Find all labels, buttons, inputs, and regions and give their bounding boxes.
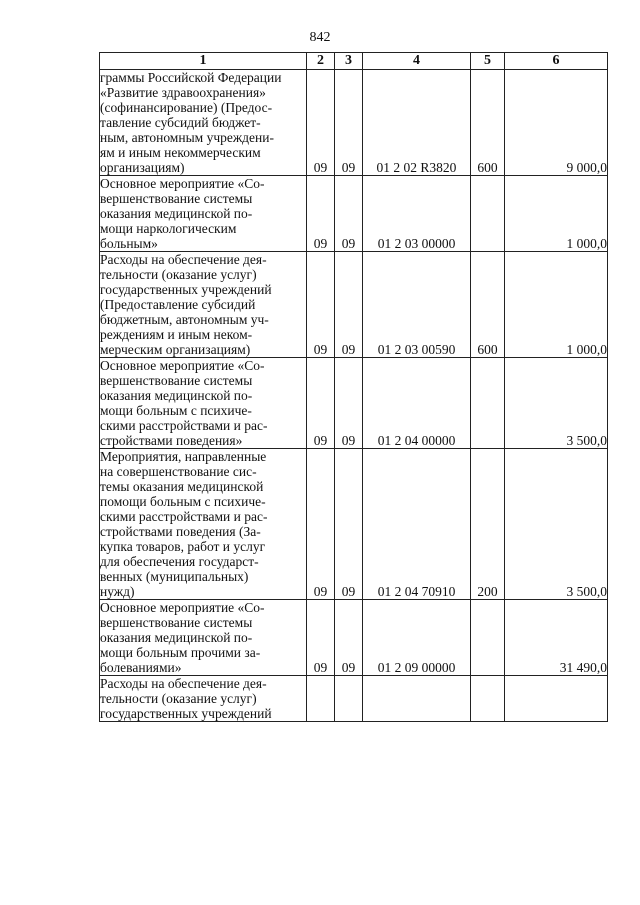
row-description	[100, 358, 307, 449]
header-col-1: 1	[100, 53, 307, 70]
target-article-code: 01 2 03 00000	[363, 176, 471, 252]
subsection-code: 09	[335, 252, 363, 358]
description-line: (Предоставление субсидий	[100, 297, 256, 312]
amount: 31 490,0	[505, 600, 608, 676]
expense-type-code	[471, 358, 505, 449]
row-description	[100, 449, 307, 600]
header-col-4: 4	[363, 53, 471, 70]
table-row	[100, 600, 608, 676]
section-code: 09	[307, 449, 335, 600]
table-row	[100, 676, 608, 722]
header-col-6: 6	[505, 53, 608, 70]
description-line: скими расстройствами и рас-	[100, 418, 268, 433]
description-line: мощи наркологическим	[100, 221, 237, 236]
description-line: для обеспечения государст-	[100, 554, 259, 569]
description-line: (софинансирование) (Предос-	[100, 100, 273, 115]
expense-type-code: 200	[471, 449, 505, 600]
description-line: Основное мероприятие «Со-	[100, 176, 265, 191]
description-line: купка товаров, работ и услуг	[100, 539, 266, 554]
table-row	[100, 176, 608, 252]
description-line: тавление субсидий бюджет-	[100, 115, 261, 130]
subsection-code: 09	[335, 358, 363, 449]
description-line: Расходы на обеспечение дея-	[100, 676, 267, 691]
description-line: венных (муниципальных)	[100, 569, 249, 584]
header-col-5: 5	[471, 53, 505, 70]
expense-type-code: 600	[471, 252, 505, 358]
description-line: Основное мероприятие «Со-	[100, 600, 265, 615]
description-line: стройствами поведения»	[100, 433, 243, 448]
subsection-code: 09	[335, 70, 363, 176]
table-row	[100, 252, 608, 358]
section-code	[307, 676, 335, 722]
description-line: больным»	[100, 236, 158, 251]
target-article-code: 01 2 02 R3820	[363, 70, 471, 176]
amount: 3 500,0	[505, 358, 608, 449]
description-line: Основное мероприятие «Со-	[100, 358, 265, 373]
description-line: вершенствование системы	[100, 373, 253, 388]
description-line: «Развитие здравоохранения»	[100, 85, 266, 100]
subsection-code	[335, 676, 363, 722]
amount: 1 000,0	[505, 176, 608, 252]
table-row	[100, 70, 608, 176]
description-line: помощи больным с психиче-	[100, 494, 266, 509]
section-code: 09	[307, 176, 335, 252]
row-description	[100, 600, 307, 676]
section-code: 09	[307, 70, 335, 176]
row-description	[100, 70, 307, 176]
description-line: бюджетным, автономным уч-	[100, 312, 269, 327]
expense-type-code	[471, 676, 505, 722]
description-line: ным, автономным учреждени-	[100, 130, 274, 145]
description-line: граммы Российской Федерации	[100, 70, 282, 85]
page-number: 842	[309, 30, 331, 45]
amount: 9 000,0	[505, 70, 608, 176]
description-line: нужд)	[100, 584, 135, 599]
table-row	[100, 358, 608, 449]
description-line: реждениям и иным неком-	[100, 327, 253, 342]
description-line: мощи больным прочими за-	[100, 645, 261, 660]
description-line: Расходы на обеспечение дея-	[100, 252, 267, 267]
description-line: государственных учреждений	[100, 706, 272, 721]
amount: 1 000,0	[505, 252, 608, 358]
table-row	[100, 449, 608, 600]
description-line: тельности (оказание услуг)	[100, 691, 257, 706]
section-code: 09	[307, 358, 335, 449]
description-line: вершенствование системы	[100, 615, 253, 630]
target-article-code: 01 2 09 00000	[363, 600, 471, 676]
section-code: 09	[307, 600, 335, 676]
expense-type-code	[471, 600, 505, 676]
row-description	[100, 176, 307, 252]
description-line: вершенствование системы	[100, 191, 253, 206]
description-line: Мероприятия, направленные	[100, 449, 267, 464]
description-line: мощи больным с психиче-	[100, 403, 252, 418]
header-row	[100, 53, 608, 70]
target-article-code: 01 2 03 00590	[363, 252, 471, 358]
description-line: темы оказания медицинской	[100, 479, 264, 494]
description-line: тельности (оказание услуг)	[100, 267, 257, 282]
subsection-code: 09	[335, 449, 363, 600]
subsection-code: 09	[335, 600, 363, 676]
amount: 3 500,0	[505, 449, 608, 600]
target-article-code: 01 2 04 00000	[363, 358, 471, 449]
description-line: государственных учреждений	[100, 282, 272, 297]
target-article-code	[363, 676, 471, 722]
expense-type-code	[471, 176, 505, 252]
description-line: оказания медицинской по-	[100, 206, 253, 221]
description-line: стройствами поведения (За-	[100, 524, 261, 539]
description-line: ям и иным некоммерческим	[100, 145, 261, 160]
description-line: скими расстройствами и рас-	[100, 509, 268, 524]
row-description	[100, 252, 307, 358]
description-line: оказания медицинской по-	[100, 630, 253, 645]
header-col-2: 2	[307, 53, 335, 70]
description-line: мерческим организациям)	[100, 342, 251, 357]
amount	[505, 676, 608, 722]
subsection-code: 09	[335, 176, 363, 252]
description-line: болеваниями»	[100, 660, 182, 675]
row-description	[100, 676, 307, 722]
header-col-3: 3	[335, 53, 363, 70]
description-line: оказания медицинской по-	[100, 388, 253, 403]
expense-type-code: 600	[471, 70, 505, 176]
description-line: на совершенствование сис-	[100, 464, 257, 479]
section-code: 09	[307, 252, 335, 358]
budget-table	[99, 52, 608, 722]
target-article-code: 01 2 04 70910	[363, 449, 471, 600]
description-line: организациям)	[100, 160, 185, 175]
